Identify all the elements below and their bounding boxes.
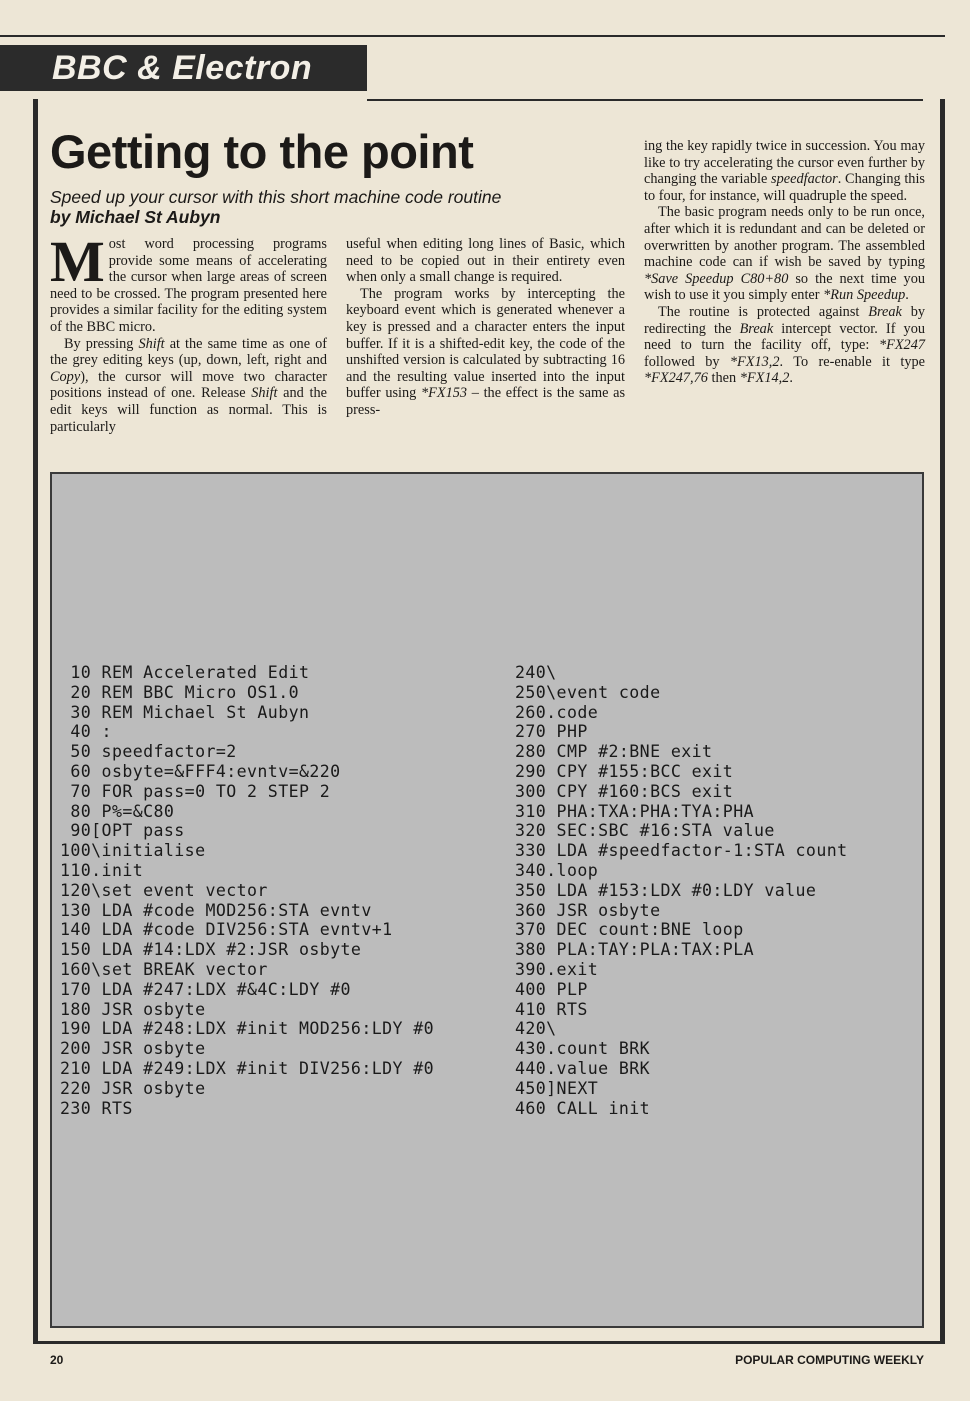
right-frame-bar: [940, 99, 945, 1344]
code-line: 370 DEC count:BNE loop: [515, 920, 744, 940]
code-line: 240\: [515, 663, 557, 682]
standfirst-text: Speed up your cursor with this short machine code routine: [50, 187, 502, 207]
left-frame-bar: [33, 99, 38, 1344]
code-line: 300 CPY #160:BCS exit: [515, 781, 734, 801]
code-line: 130 LDA #code MOD256:STA evntv: [60, 900, 372, 920]
code-line: 120\set event vector: [60, 880, 268, 900]
code-line: 450]NEXT: [515, 1078, 599, 1098]
code-line: 230 RTS: [60, 1098, 133, 1118]
code-line: 410 RTS: [515, 999, 588, 1019]
code-line: 170 LDA #247:LDX #&4C:LDY #0: [60, 979, 351, 999]
col2-para1: useful when editing long lines of Basic, which need to be copied out in their entirety even when only a small change is required.: [346, 236, 625, 286]
top-rule: [0, 35, 945, 37]
code-line: 10 REM Accelerated Edit: [60, 663, 310, 682]
code-line: 100\initialise: [60, 841, 206, 861]
code-line: 70 FOR pass=0 TO 2 STEP 2: [60, 781, 331, 801]
code-line: 50 speedfactor=2: [60, 742, 237, 762]
code-line: 200 JSR osbyte: [60, 1039, 206, 1059]
body-column-3: [644, 138, 925, 387]
bottom-rule: [33, 1341, 945, 1344]
code-line: 440.value BRK: [515, 1058, 651, 1078]
code-line: 40 :: [60, 722, 112, 742]
code-line: 80 P%=&C80: [60, 801, 175, 821]
code-line: 360 JSR osbyte: [515, 900, 661, 920]
code-line: 180 JSR osbyte: [60, 999, 206, 1019]
article-headline: Getting to the point: [50, 125, 474, 178]
code-line: 210 LDA #249:LDX #init DIV256:LDY #0: [60, 1058, 435, 1078]
magazine-name: POPULAR COMPUTING WEEKLY: [735, 1353, 924, 1367]
drop-cap: M: [50, 229, 105, 294]
code-line: 430.count BRK: [515, 1039, 651, 1059]
code-line: 150 LDA #14:LDX #2:JSR osbyte: [60, 940, 362, 960]
code-line: 90[OPT pass: [60, 821, 185, 841]
standfirst: [50, 187, 610, 227]
page-number: 20: [50, 1353, 64, 1367]
col2-para2: The program works by intercepting the keyboard event which is generated whenever a key is pressed and a character enters the input buffer. If it is a shifted-edit key, the code of the unshifted version is calculated by subtracting 16 and the resulting value inserted into the input buffer using *FX153 – the effect is the same as press-: [346, 285, 626, 418]
code-line: 420\: [515, 1019, 557, 1039]
code-line: 310 PHA:TXA:PHA:TYA:PHA: [515, 801, 754, 821]
code-line: 340.loop: [515, 860, 599, 880]
code-line: 140 LDA #code DIV256:STA evntv+1: [60, 920, 393, 940]
code-line: 160\set BREAK vector: [60, 959, 268, 979]
code-line: 250\event code: [515, 682, 661, 702]
code-line: 30 REM Michael St Aubyn: [60, 702, 310, 722]
byline: by Michael St Aubyn: [50, 207, 221, 227]
col3-para1: ing the key rapidly twice in succession. You may like to try accelerating the cursor even further by changing the variable speedfactor. Changing this to four, for instance, will quadruple the speed.: [644, 138, 925, 204]
code-line: 460 CALL init: [515, 1098, 651, 1118]
col1-para2: By pressing Shift at the same time as one of the grey editing keys (up, down, left, right and Copy), the cursor will move two character positions instead of one. Release Shift and the edit keys will function as normal. This is particularly: [50, 335, 327, 435]
code-line: 280 CMP #2:BNE exit: [515, 742, 713, 762]
code-line: 110.init: [60, 860, 144, 880]
code-line: 390.exit: [515, 959, 599, 979]
code-line: 260.code: [515, 702, 599, 722]
listing-column-left: [60, 663, 434, 1118]
code-line: 330 LDA #speedfactor-1:STA count: [515, 841, 848, 861]
code-line: 270 PHP: [515, 722, 588, 742]
body-column-2: [346, 236, 625, 419]
col3-para3: The routine is protected against Break by redirecting the Break intercept vector. If you need to turn the facility off, type: *FX247 followed by *FX13,2. To re-enable it type *FX247,76 then *FX14,2.: [644, 303, 925, 387]
col3-para2: The basic program needs only to be run once, after which it is redundant and can be deleted or overwritten by another program. The assembled machine code can if wish be saved by typing *Save Speedup C80+80 so the next time you wish to use it you simply enter *Run Speedup.: [644, 204, 925, 304]
code-line: 320 SEC:SBC #16:STA value: [515, 821, 775, 841]
code-line: 380 PLA:TAY:PLA:TAX:PLA: [515, 940, 754, 960]
code-line: 190 LDA #248:LDX #init MOD256:LDY #0: [60, 1019, 435, 1039]
body-column-1: [50, 229, 327, 435]
code-line: 400 PLP: [515, 979, 588, 999]
listing-column-right: [515, 663, 848, 1118]
banner-rule: [367, 99, 923, 101]
code-line: 350 LDA #153:LDX #0:LDY value: [515, 880, 817, 900]
col1-para1: ost word processing programs provide some means of accelerating the cursor when large areas of screen need to be crossed. The program presented here provides a similar facility for the editing system of the BBC micro.: [50, 236, 327, 335]
code-line: 60 osbyte=&FFF4:evntv=&220: [60, 761, 341, 781]
section-banner: BBC & Electron: [0, 45, 367, 91]
code-line: 290 CPY #155:BCC exit: [515, 761, 734, 781]
code-line: 20 REM BBC Micro OS1.0: [60, 682, 299, 702]
code-line: 220 JSR osbyte: [60, 1078, 206, 1098]
